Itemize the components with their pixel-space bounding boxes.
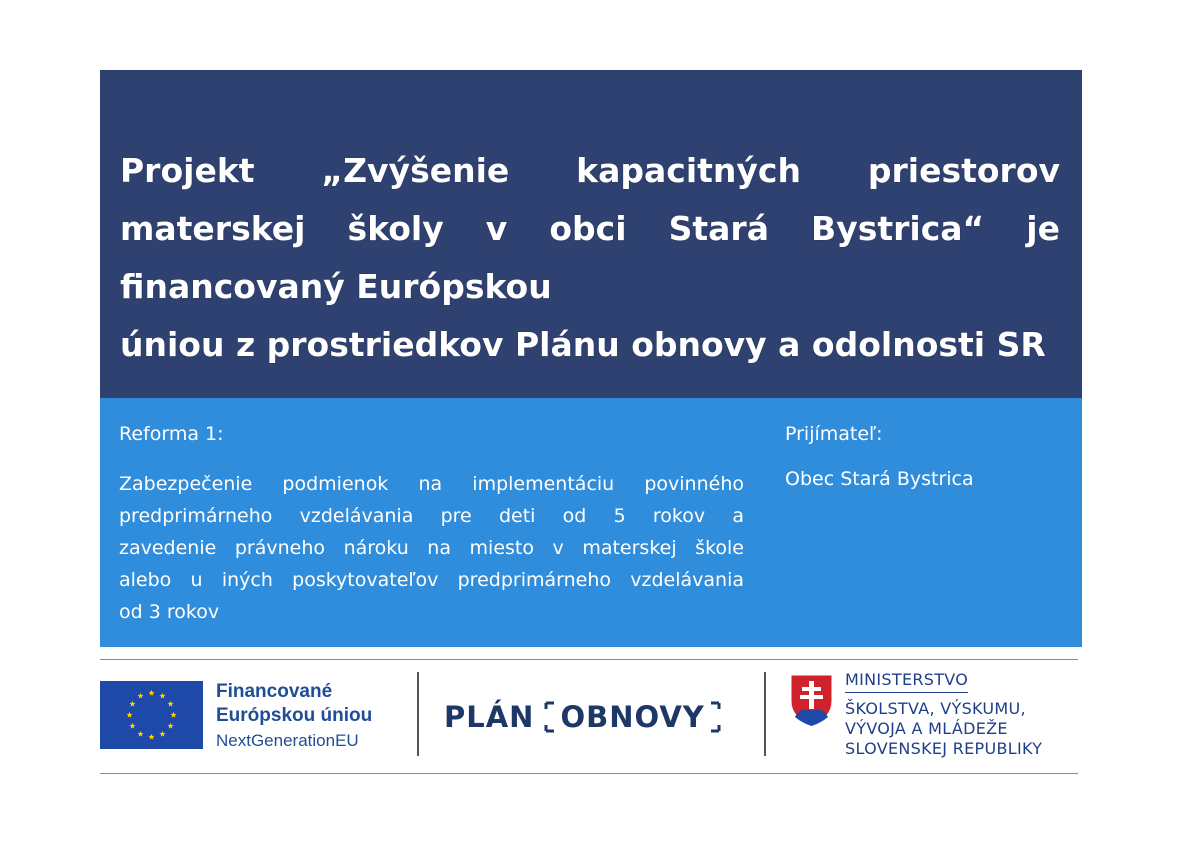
info-band [100,398,1082,647]
eu-flag-icon [100,681,203,749]
recipient-value: Obec Stará Bystrica [785,468,974,490]
reform-line-3: zavedenie právneho nároku na miesto v materskej škole [119,537,744,559]
ministry-line-2: ŠKOLSTVA, VÝSKUMU, [845,699,1026,718]
eu-line-1: Financované [216,681,333,702]
eu-line-2: Európskou úniou [216,705,373,726]
bracket-right-icon [709,701,721,733]
reform-line-4: alebo u iných poskytovateľov predprimárneho vzdelávania [119,569,744,591]
eu-line-3: NextGenerationEU [216,731,359,750]
title-line-2: materskej školy v obci Stará Bystrica“ je [120,209,1060,248]
ministry-line-3: VÝVOJA A MLÁDEŽE [845,719,1008,738]
title-band [100,70,1082,398]
reform-label: Reforma 1: [119,423,224,445]
title-line-4: úniou z prostriedkov Plánu obnovy a odolnosti SR [120,325,1046,364]
slovak-coat-of-arms-icon [789,673,834,727]
recipient-label: Prijímateľ: [785,423,883,445]
title-line-3: financovaný Európskou [120,267,552,306]
ministry-line-4: SLOVENSKEJ REPUBLIKY [845,739,1043,758]
plan-obnovy-logo [444,696,721,738]
obnovy-word: OBNOVY [560,700,705,734]
reform-line-5: od 3 rokov [119,601,220,623]
reform-line-1: Zabezpečenie podmienok na implementáciu povinného [119,473,744,495]
ministry-label [845,670,1042,759]
footer-bottom-divider [100,773,1078,774]
plan-word: PLÁN [444,700,535,734]
ministry-line-1: MINISTERSTVO [845,670,968,693]
footer-separator-2 [764,672,766,756]
footer-separator-1 [417,672,419,756]
title-line-1: Projekt „Zvýšenie kapacitných priestorov [120,151,1060,190]
bracket-left-icon [544,701,556,733]
eu-funding-label [216,680,372,754]
footer-top-divider [100,659,1078,660]
reform-description [119,468,744,628]
reform-line-2: predprimárneho vzdelávania pre deti od 5 rokov a [119,505,744,527]
